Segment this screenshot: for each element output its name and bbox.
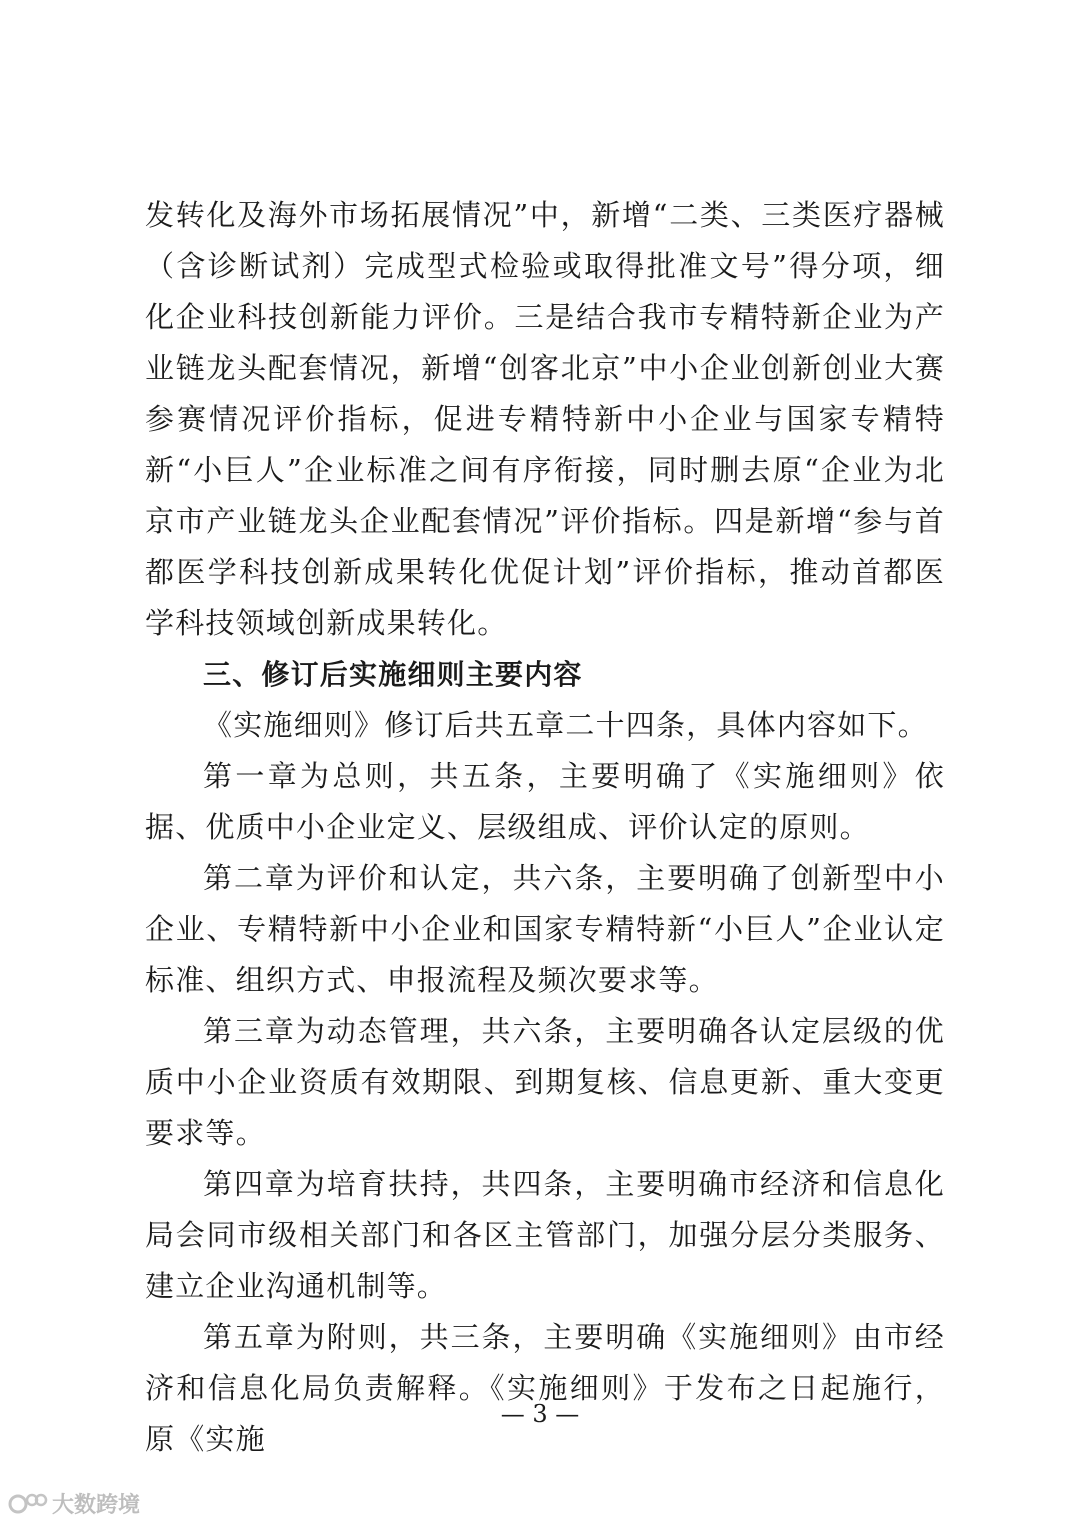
document-body [145, 190, 945, 1465]
paragraph-chapter-3: 第三章为动态管理，共六条，主要明确各认定层级的优质中小企业资质有效期限、到期复核、信息更新、重大变更要求等。 [145, 1014, 945, 1150]
paragraph-chapter-4: 第四章为培育扶持，共四条，主要明确市经济和信息化局会同市级相关部门和各区主管部门，加强分层分类服务、建立企业沟通机制等。 [145, 1167, 945, 1303]
page-number: — 3 — [500, 1400, 580, 1428]
logo-mark-icon [8, 1490, 48, 1518]
paragraph-chapter-2: 第二章为评价和认定，共六条，主要明确了创新型中小企业、专精特新中小企业和国家专精特新“小巨人”企业认定标准、组织方式、申报流程及频次要求等。 [145, 861, 945, 997]
paragraph-overview: 《实施细则》修订后共五章二十四条，具体内容如下。 [203, 708, 928, 742]
paragraph-chapter-5: 第五章为附则，共三条，主要明确《实施细则》由市经济和信息化局负责解释。《实施细则》于发布之日起施行，原《实施 [145, 1320, 945, 1456]
watermark-text: 大数跨境 [52, 1493, 141, 1518]
paragraph-chapter-1: 第一章为总则，共五条，主要明确了《实施细则》依据、优质中小企业定义、层级组成、评价认定的原则。 [145, 759, 945, 844]
paragraph-continuation: 发转化及海外市场拓展情况”中，新增“二类、三类医疗器械（含诊断试剂）完成型式检验或取得批准文号”得分项，细化企业科技创新能力评价。三是结合我市专精特新企业为产业链龙头配套情况，新增“创客北京”中小企业创新创业大赛参赛情况评价指标，促进专精特新中小企业与国家专精特新“小巨人”企业标准之间有序衔接，同时删去原“企业为北京市产业链龙头企业配套情况”评价指标。四是新增“参与首都医学科技创新成果转化优促计划”评价指标，推动首都医学科技领域创新成果转化。 [145, 198, 945, 640]
section-heading: 三、修订后实施细则主要内容 [203, 658, 583, 691]
watermark [8, 1488, 140, 1519]
